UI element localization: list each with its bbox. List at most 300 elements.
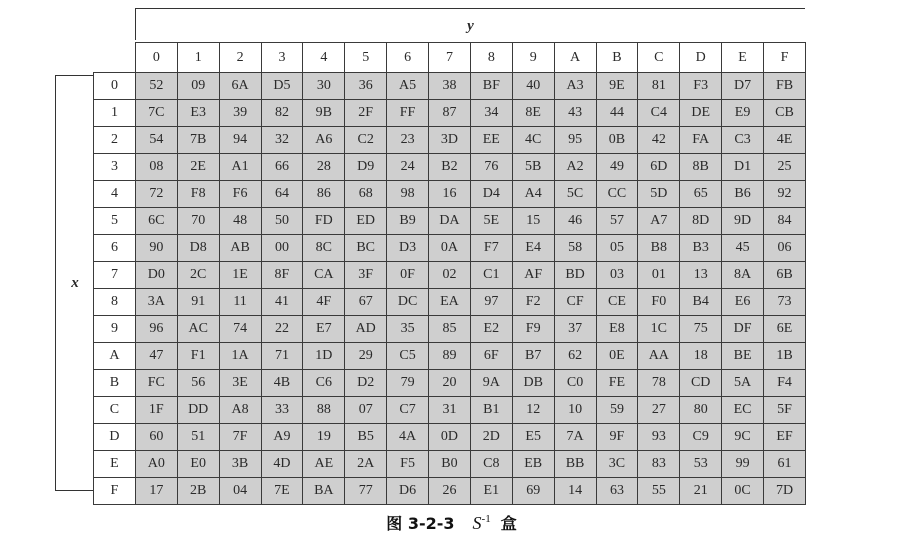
sbox-cell: 8D — [680, 208, 722, 235]
column-header: A — [554, 43, 596, 73]
sbox-cell: E5 — [512, 424, 554, 451]
sbox-cell: D5 — [261, 73, 303, 100]
sbox-cell: 4D — [261, 451, 303, 478]
sbox-cell: 9E — [596, 73, 638, 100]
sbox-cell: 52 — [135, 73, 177, 100]
sbox-cell: 23 — [387, 127, 429, 154]
row-header: F — [94, 478, 136, 505]
sbox-cell: 20 — [429, 370, 471, 397]
row-header: 3 — [94, 154, 136, 181]
table-row — [94, 343, 806, 370]
sbox-cell: 9C — [722, 424, 764, 451]
x-axis-header: x — [55, 75, 94, 491]
sbox-cell: F3 — [680, 73, 722, 100]
sbox-cell: 79 — [387, 370, 429, 397]
sbox-cell: C2 — [345, 127, 387, 154]
row-header: D — [94, 424, 136, 451]
sbox-cell: 62 — [554, 343, 596, 370]
sbox-cell: B9 — [387, 208, 429, 235]
sbox-cell: F4 — [764, 370, 806, 397]
sbox-cell: 1F — [135, 397, 177, 424]
sbox-cell: 4F — [303, 289, 345, 316]
column-header-row — [94, 43, 806, 73]
sbox-cell: 5D — [638, 181, 680, 208]
sbox-cell: 3F — [345, 262, 387, 289]
column-header: E — [722, 43, 764, 73]
sbox-cell: DB — [512, 370, 554, 397]
sbox-cell: 0C — [722, 478, 764, 505]
column-header: 5 — [345, 43, 387, 73]
sbox-cell: 9D — [722, 208, 764, 235]
sbox-cell: 07 — [345, 397, 387, 424]
sbox-cell: FE — [596, 370, 638, 397]
sbox-cell: AA — [638, 343, 680, 370]
sbox-cell: EF — [764, 424, 806, 451]
sbox-cell: A7 — [638, 208, 680, 235]
sbox-cell: 54 — [135, 127, 177, 154]
column-header: 4 — [303, 43, 345, 73]
table-row — [94, 451, 806, 478]
sbox-cell: 1B — [764, 343, 806, 370]
caption-symbol-letter: S — [472, 513, 482, 533]
sbox-cell: 1C — [638, 316, 680, 343]
sbox-cell: 31 — [429, 397, 471, 424]
sbox-cell: 63 — [596, 478, 638, 505]
sbox-cell: F2 — [512, 289, 554, 316]
sbox-cell: 08 — [135, 154, 177, 181]
sbox-cell: 0A — [429, 235, 471, 262]
table-row — [94, 235, 806, 262]
table-row — [94, 181, 806, 208]
sbox-cell: F6 — [219, 181, 261, 208]
sbox-cell: 7A — [554, 424, 596, 451]
sbox-cell: F1 — [177, 343, 219, 370]
sbox-cell: 5B — [512, 154, 554, 181]
sbox-cell: 97 — [470, 289, 512, 316]
column-header: 1 — [177, 43, 219, 73]
sbox-cell: 58 — [554, 235, 596, 262]
sbox-cell: 47 — [135, 343, 177, 370]
sbox-cell: 19 — [303, 424, 345, 451]
sbox-cell: 3A — [135, 289, 177, 316]
sbox-cell: A5 — [387, 73, 429, 100]
sbox-cell: 06 — [764, 235, 806, 262]
sbox-cell: 81 — [638, 73, 680, 100]
sbox-cell: 7B — [177, 127, 219, 154]
sbox-cell: 99 — [722, 451, 764, 478]
sbox-cell: 13 — [680, 262, 722, 289]
column-header: 0 — [135, 43, 177, 73]
sbox-cell: 38 — [429, 73, 471, 100]
table-row — [94, 127, 806, 154]
sbox-cell: BC — [345, 235, 387, 262]
sbox-cell: ED — [345, 208, 387, 235]
sbox-cell: F8 — [177, 181, 219, 208]
sbox-cell: 16 — [429, 181, 471, 208]
sbox-cell: 50 — [261, 208, 303, 235]
sbox-cell: 0E — [596, 343, 638, 370]
sbox-cell: 69 — [512, 478, 554, 505]
row-header: 1 — [94, 100, 136, 127]
sbox-cell: D2 — [345, 370, 387, 397]
sbox-cell: BD — [554, 262, 596, 289]
sbox-cell: 64 — [261, 181, 303, 208]
column-header: 7 — [429, 43, 471, 73]
sbox-cell: 30 — [303, 73, 345, 100]
sbox-cell: 86 — [303, 181, 345, 208]
sbox-cell: FF — [387, 100, 429, 127]
sbox-cell: 17 — [135, 478, 177, 505]
sbox-cell: F0 — [638, 289, 680, 316]
column-header: D — [680, 43, 722, 73]
sbox-cell: 53 — [680, 451, 722, 478]
caption-symbol — [473, 513, 491, 533]
sbox-cell: 34 — [470, 100, 512, 127]
sbox-cell: 39 — [219, 100, 261, 127]
sbox-cell: 4E — [764, 127, 806, 154]
sbox-cell: 78 — [638, 370, 680, 397]
sbox-cell: 1D — [303, 343, 345, 370]
sbox-cell: A9 — [261, 424, 303, 451]
sbox-cell: 4B — [261, 370, 303, 397]
sbox-cell: 84 — [764, 208, 806, 235]
sbox-cell: 72 — [135, 181, 177, 208]
sbox-cell: F5 — [387, 451, 429, 478]
sbox-cell: 83 — [638, 451, 680, 478]
sbox-cell: 51 — [177, 424, 219, 451]
sbox-cell: B1 — [470, 397, 512, 424]
sbox-cell: CA — [303, 262, 345, 289]
sbox-cell: 42 — [638, 127, 680, 154]
sbox-cell: 65 — [680, 181, 722, 208]
sbox-cell: BF — [470, 73, 512, 100]
sbox-cell: 2E — [177, 154, 219, 181]
sbox-cell: DC — [387, 289, 429, 316]
sbox-cell: C6 — [303, 370, 345, 397]
sbox-cell: A1 — [219, 154, 261, 181]
sbox-cell: CB — [764, 100, 806, 127]
row-header: 9 — [94, 316, 136, 343]
sbox-cell: D0 — [135, 262, 177, 289]
sbox-cell: 49 — [596, 154, 638, 181]
sbox-cell: D1 — [722, 154, 764, 181]
sbox-cell: 41 — [261, 289, 303, 316]
sbox-cell: 3E — [219, 370, 261, 397]
sbox-cell: B4 — [680, 289, 722, 316]
row-header: 2 — [94, 127, 136, 154]
sbox-cell: 2D — [470, 424, 512, 451]
sbox-cell: 45 — [722, 235, 764, 262]
row-header: 0 — [94, 73, 136, 100]
sbox-cell: 2B — [177, 478, 219, 505]
sbox-cell: 76 — [470, 154, 512, 181]
sbox-cell: DF — [722, 316, 764, 343]
caption-prefix: 图 3-2-3 — [386, 514, 455, 533]
sbox-cell: 43 — [554, 100, 596, 127]
sbox-cell: 3C — [596, 451, 638, 478]
sbox-cell: 0B — [596, 127, 638, 154]
corner-cell — [94, 43, 136, 73]
sbox-cell: 21 — [680, 478, 722, 505]
sbox-cell: A2 — [554, 154, 596, 181]
column-header: 8 — [470, 43, 512, 73]
caption-suffix: 盒 — [500, 514, 517, 533]
sbox-cell: C0 — [554, 370, 596, 397]
sbox-cell: 8F — [261, 262, 303, 289]
sbox-cell: 26 — [429, 478, 471, 505]
column-header: 6 — [387, 43, 429, 73]
sbox-cell: 2A — [345, 451, 387, 478]
sbox-cell: EC — [722, 397, 764, 424]
sbox-cell: 5A — [722, 370, 764, 397]
sbox-cell: 44 — [596, 100, 638, 127]
sbox-cell: B3 — [680, 235, 722, 262]
column-header: C — [638, 43, 680, 73]
sbox-cell: 75 — [680, 316, 722, 343]
sbox-cell: AF — [512, 262, 554, 289]
sbox-cell: 00 — [261, 235, 303, 262]
column-header: F — [764, 43, 806, 73]
sbox-cell: 18 — [680, 343, 722, 370]
sbox-cell: 71 — [261, 343, 303, 370]
figure-caption — [0, 511, 903, 534]
sbox-cell: 0D — [429, 424, 471, 451]
sbox-cell: E7 — [303, 316, 345, 343]
sbox-cell: B5 — [345, 424, 387, 451]
sbox-cell: 3B — [219, 451, 261, 478]
sbox-cell: 1A — [219, 343, 261, 370]
sbox-cell: 95 — [554, 127, 596, 154]
row-header: 4 — [94, 181, 136, 208]
sbox-cell: 5C — [554, 181, 596, 208]
sbox-cell: E3 — [177, 100, 219, 127]
sbox-cell: 6F — [470, 343, 512, 370]
table-row — [94, 397, 806, 424]
sbox-cell: CF — [554, 289, 596, 316]
sbox-cell: 15 — [512, 208, 554, 235]
sbox-cell: 88 — [303, 397, 345, 424]
sbox-cell: 7E — [261, 478, 303, 505]
table-row — [94, 289, 806, 316]
sbox-cell: C8 — [470, 451, 512, 478]
table-row — [94, 316, 806, 343]
sbox-cell: B8 — [638, 235, 680, 262]
sbox-cell: FC — [135, 370, 177, 397]
sbox-cell: 66 — [261, 154, 303, 181]
sbox-cell: 85 — [429, 316, 471, 343]
sbox-cell: 05 — [596, 235, 638, 262]
sbox-cell: C5 — [387, 343, 429, 370]
sbox-cell: 22 — [261, 316, 303, 343]
row-header: C — [94, 397, 136, 424]
sbox-cell: BB — [554, 451, 596, 478]
sbox-cell: 94 — [219, 127, 261, 154]
sbox-cell: 1E — [219, 262, 261, 289]
sbox-cell: 9F — [596, 424, 638, 451]
sbox-cell: DE — [680, 100, 722, 127]
sbox-cell: 32 — [261, 127, 303, 154]
sbox-cell: 93 — [638, 424, 680, 451]
sbox-cell: E2 — [470, 316, 512, 343]
sbox-cell: BA — [303, 478, 345, 505]
sbox-cell: 46 — [554, 208, 596, 235]
sbox-cell: 82 — [261, 100, 303, 127]
sbox-cell: 12 — [512, 397, 554, 424]
sbox-cell: 7F — [219, 424, 261, 451]
sbox-cell: 4A — [387, 424, 429, 451]
sbox-cell: 0F — [387, 262, 429, 289]
sbox-cell: 7C — [135, 100, 177, 127]
sbox-cell: 91 — [177, 289, 219, 316]
sbox-cell: 2F — [345, 100, 387, 127]
sbox-cell: A8 — [219, 397, 261, 424]
sbox-cell: 8A — [722, 262, 764, 289]
sbox-cell: 57 — [596, 208, 638, 235]
sbox-cell: FD — [303, 208, 345, 235]
column-header: 9 — [512, 43, 554, 73]
sbox-cell: F9 — [512, 316, 554, 343]
sbox-cell: 6E — [764, 316, 806, 343]
sbox-cell: 60 — [135, 424, 177, 451]
sbox-cell: 9A — [470, 370, 512, 397]
sbox-cell: 6A — [219, 73, 261, 100]
sbox-cell: C4 — [638, 100, 680, 127]
sbox-cell: C7 — [387, 397, 429, 424]
table-row — [94, 208, 806, 235]
sbox-cell: B7 — [512, 343, 554, 370]
sbox-cell: 61 — [764, 451, 806, 478]
sbox-cell: B2 — [429, 154, 471, 181]
column-header: 2 — [219, 43, 261, 73]
sbox-cell: BE — [722, 343, 764, 370]
sbox-cell: 6D — [638, 154, 680, 181]
sbox-cell: 6C — [135, 208, 177, 235]
sbox-cell: 5F — [764, 397, 806, 424]
sbox-cell: 48 — [219, 208, 261, 235]
sbox-cell: 98 — [387, 181, 429, 208]
sbox-cell: FB — [764, 73, 806, 100]
sbox-cell: CD — [680, 370, 722, 397]
inverse-sbox-table — [93, 42, 806, 505]
sbox-cell: D8 — [177, 235, 219, 262]
sbox-cell: C1 — [470, 262, 512, 289]
sbox-cell: 67 — [345, 289, 387, 316]
sbox-cell: A6 — [303, 127, 345, 154]
sbox-cell: E0 — [177, 451, 219, 478]
sbox-cell: D7 — [722, 73, 764, 100]
sbox-cell: 68 — [345, 181, 387, 208]
sbox-cell: 24 — [387, 154, 429, 181]
sbox-cell: AC — [177, 316, 219, 343]
sbox-cell: D3 — [387, 235, 429, 262]
caption-superscript: -1 — [481, 513, 491, 525]
sbox-cell: FA — [680, 127, 722, 154]
sbox-cell: 01 — [638, 262, 680, 289]
sbox-cell: 40 — [512, 73, 554, 100]
sbox-cell: 7D — [764, 478, 806, 505]
sbox-cell: A0 — [135, 451, 177, 478]
sbox-cell: EA — [429, 289, 471, 316]
sbox-cell: E9 — [722, 100, 764, 127]
sbox-cell: 14 — [554, 478, 596, 505]
sbox-cell: 55 — [638, 478, 680, 505]
sbox-cell: 10 — [554, 397, 596, 424]
table-row — [94, 154, 806, 181]
sbox-cell: 80 — [680, 397, 722, 424]
sbox-cell: E8 — [596, 316, 638, 343]
sbox-cell: 74 — [219, 316, 261, 343]
sbox-cell: 89 — [429, 343, 471, 370]
sbox-cell: DA — [429, 208, 471, 235]
sbox-cell: 8E — [512, 100, 554, 127]
table-body — [94, 73, 806, 505]
sbox-cell: 03 — [596, 262, 638, 289]
table-row — [94, 370, 806, 397]
sbox-cell: 33 — [261, 397, 303, 424]
sbox-cell: 70 — [177, 208, 219, 235]
sbox-cell: 77 — [345, 478, 387, 505]
sbox-cell: E1 — [470, 478, 512, 505]
sbox-cell: 92 — [764, 181, 806, 208]
sbox-cell: 37 — [554, 316, 596, 343]
sbox-cell: 4C — [512, 127, 554, 154]
sbox-cell: B6 — [722, 181, 764, 208]
sbox-cell: EE — [470, 127, 512, 154]
column-header: B — [596, 43, 638, 73]
table-row — [94, 262, 806, 289]
sbox-cell: DD — [177, 397, 219, 424]
sbox-cell: EB — [512, 451, 554, 478]
sbox-cell: B0 — [429, 451, 471, 478]
y-axis-header: y — [135, 8, 805, 40]
row-header: B — [94, 370, 136, 397]
sbox-cell: 9B — [303, 100, 345, 127]
sbox-cell: AD — [345, 316, 387, 343]
table-row — [94, 73, 806, 100]
sbox-cell: 6B — [764, 262, 806, 289]
sbox-cell: CC — [596, 181, 638, 208]
row-header: 5 — [94, 208, 136, 235]
sbox-cell: 3D — [429, 127, 471, 154]
sbox-cell: 96 — [135, 316, 177, 343]
sbox-cell: 36 — [345, 73, 387, 100]
table-row — [94, 478, 806, 505]
sbox-cell: 87 — [429, 100, 471, 127]
sbox-cell: D4 — [470, 181, 512, 208]
row-header: A — [94, 343, 136, 370]
sbox-cell: 90 — [135, 235, 177, 262]
sbox-cell: 29 — [345, 343, 387, 370]
sbox-cell: 59 — [596, 397, 638, 424]
sbox-cell: D9 — [345, 154, 387, 181]
sbox-cell: 73 — [764, 289, 806, 316]
sbox-cell: 09 — [177, 73, 219, 100]
sbox-cell: AB — [219, 235, 261, 262]
sbox-cell: 02 — [429, 262, 471, 289]
sbox-cell: E6 — [722, 289, 764, 316]
sbox-cell: D6 — [387, 478, 429, 505]
sbox-cell: C3 — [722, 127, 764, 154]
sbox-cell: 28 — [303, 154, 345, 181]
sbox-cell: E4 — [512, 235, 554, 262]
sbox-cell: 11 — [219, 289, 261, 316]
sbox-cell: F7 — [470, 235, 512, 262]
sbox-cell: 04 — [219, 478, 261, 505]
column-header: 3 — [261, 43, 303, 73]
sbox-cell: 56 — [177, 370, 219, 397]
sbox-cell: A4 — [512, 181, 554, 208]
row-header: E — [94, 451, 136, 478]
